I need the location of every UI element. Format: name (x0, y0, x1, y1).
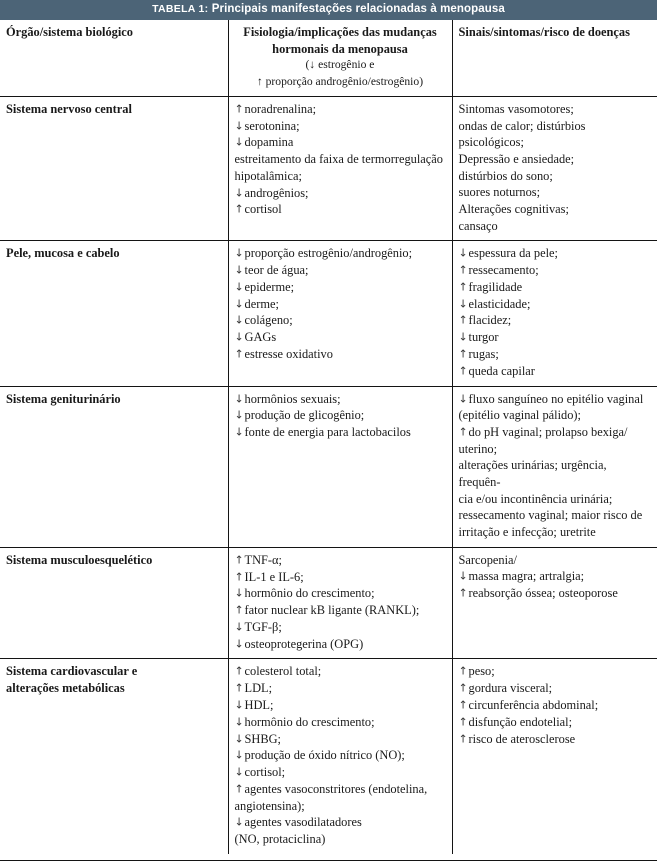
signs-cell-list (459, 245, 652, 379)
organ-system-label: Sistema geniturinário (6, 391, 121, 406)
signs-item-text: distúrbios do sono; (458, 168, 553, 183)
header-row (0, 20, 657, 96)
signs-item-text: ondas de calor; distúrbios psicológicos; (458, 118, 589, 150)
physiology-item-text: dopamina (244, 135, 294, 150)
physiology-item-text: teor de água; (244, 263, 309, 278)
physiology-item-text: agentes vasodilatadores (244, 815, 362, 830)
physiology-item-text: derme; (244, 296, 279, 311)
arrow-up-icon: ↑ (234, 202, 244, 216)
organ-system-cell (0, 96, 228, 240)
physiology-header-line1: Fisiologia/implicações das mudanças (243, 25, 437, 40)
signs-item (459, 441, 652, 458)
signs-item (459, 151, 652, 168)
signs-item (459, 262, 652, 279)
signs-cell (452, 241, 657, 386)
physiology-item (235, 764, 446, 781)
arrow-up-icon: ↑ (234, 347, 244, 361)
physiology-item-text: colágeno; (244, 313, 293, 328)
physiology-item (235, 245, 446, 262)
physiology-cell-list (235, 101, 446, 218)
table-number-label: TABELA 1: (152, 3, 209, 15)
arrow-down-icon: ↓ (234, 765, 244, 779)
arrow-up-icon: ↑ (234, 782, 244, 796)
organ-system-cell (0, 659, 228, 854)
signs-item-text: fluxo sanguíneo no epitélio vaginal (468, 391, 644, 406)
physiology-item (235, 262, 446, 279)
signs-item (459, 218, 652, 235)
signs-item-text: disfunção endotelial; (468, 714, 573, 729)
signs-item-text: gordura visceral; (468, 681, 553, 696)
signs-item-text: turgor (468, 330, 499, 345)
organ-system-label: Sistema cardiovascular e (6, 664, 138, 679)
table-body (0, 96, 657, 853)
physiology-item-text: hormônio do crescimento; (244, 586, 375, 601)
physiology-item-text: produção de glicogênio; (244, 408, 365, 423)
signs-item-text: cansaço (458, 218, 498, 233)
signs-item (459, 680, 652, 697)
physiology-item-text: (NO, protaciclina) (234, 832, 326, 847)
physiology-item (235, 296, 446, 313)
physiology-item-text: estresse oxidativo (244, 346, 333, 361)
signs-item-text: suores noturnos; (458, 185, 541, 200)
physiology-item (235, 714, 446, 731)
signs-item-text: Sintomas vasomotores; (458, 101, 574, 116)
physiology-item-text: agentes vasoconstritores (endotelina, (244, 781, 428, 796)
physiology-item-text: cortisol; (244, 765, 286, 780)
physiology-cell (228, 547, 452, 659)
arrow-down-icon: ↓ (234, 620, 244, 634)
arrow-down-icon: ↓ (234, 748, 244, 762)
arrow-up-icon: ↑ (458, 715, 468, 729)
arrow-up-icon: ↑ (234, 102, 244, 116)
signs-item (459, 552, 652, 569)
signs-item-text: espessura da pele; (468, 246, 558, 261)
physiology-item (235, 798, 446, 815)
arrow-down-icon: ↓ (234, 408, 244, 422)
table-row (0, 659, 657, 854)
signs-item (459, 296, 652, 313)
signs-item-text: fragilidade (468, 279, 523, 294)
physiology-item (235, 279, 446, 296)
table-row (0, 241, 657, 386)
data-table (0, 20, 657, 854)
signs-item (459, 731, 652, 748)
physiology-item-text: fonte de energia para lactobacilos (244, 425, 411, 440)
arrow-up-icon: ↑ (458, 313, 468, 327)
physiology-item-text: SHBG; (244, 731, 281, 746)
physiology-item-text: LDL; (244, 681, 273, 696)
physiology-item (235, 151, 446, 168)
arrow-down-icon: ↓ (234, 637, 244, 651)
organ-system-label: Pele, mucosa e cabelo (6, 246, 120, 261)
signs-item-text: rugas; (468, 346, 499, 361)
arrow-up-icon: ↑ (234, 681, 244, 695)
physiology-cell-list (235, 391, 446, 441)
physiology-cell-list (235, 663, 446, 847)
signs-item-text: uterino; (458, 441, 498, 456)
physiology-item (235, 424, 446, 441)
arrow-down-icon: ↓ (234, 425, 244, 439)
table-title-text: Principais manifestações relacionadas à menopausa (211, 3, 505, 15)
signs-item-text: elasticidade; (468, 296, 531, 311)
arrow-up-icon: ↑ (234, 603, 244, 617)
physiology-cell (228, 386, 452, 547)
signs-item (459, 201, 652, 218)
arrow-down-icon: ↓ (234, 732, 244, 746)
signs-item-text: do pH vaginal; prolapso bexiga/ (468, 424, 628, 439)
arrow-down-icon: ↓ (234, 392, 244, 405)
signs-item-text: queda capilar (468, 363, 535, 378)
signs-item (459, 663, 652, 680)
signs-item (459, 245, 652, 262)
signs-item (459, 279, 652, 296)
signs-item-text: Depressão e ansiedade; (458, 151, 575, 166)
signs-item (459, 714, 652, 731)
table-row (0, 547, 657, 659)
physiology-item-text: GAGs (244, 330, 277, 345)
physiology-cell (228, 96, 452, 240)
physiology-item-text: cortisol (244, 202, 282, 217)
physiology-item (235, 134, 446, 151)
arrow-down-icon: ↓ (458, 246, 468, 260)
physiology-header-sub2: ↑ proporção androgênio/estrogênio) (256, 74, 424, 88)
signs-item-text: ressecamento vaginal; maior risco de (458, 508, 643, 523)
organ-system-cell (0, 386, 228, 547)
physiology-item-text: proporção estrogênio/androgênio; (244, 246, 413, 261)
physiology-item (235, 101, 446, 118)
signs-item (459, 424, 652, 441)
signs-cell-list (459, 663, 652, 747)
signs-item-text: reabsorção óssea; osteoporose (468, 586, 618, 601)
physiology-header-sub1: (↓ estrogênio e (305, 58, 375, 72)
physiology-item-text: serotonina; (244, 118, 300, 133)
signs-cell-list (459, 391, 652, 541)
signs-item-text: peso; (468, 664, 495, 679)
signs-item (459, 391, 652, 408)
signs-item (459, 118, 652, 151)
physiology-item (235, 552, 446, 569)
physiology-item-text: angiotensina); (234, 798, 305, 813)
signs-item (459, 363, 652, 380)
organ-system-label-cont: alterações metabólicas (6, 681, 125, 696)
table-row (0, 96, 657, 240)
arrow-down-icon: ↓ (234, 698, 244, 712)
signs-item-text: circunferência abdominal; (468, 698, 599, 713)
physiology-item (235, 185, 446, 202)
physiology-item (235, 619, 446, 636)
arrow-down-icon: ↓ (234, 186, 244, 200)
signs-item-text: Alterações cognitivas; (458, 201, 569, 216)
physiology-item (235, 814, 446, 831)
arrow-down-icon: ↓ (234, 246, 244, 260)
signs-item (459, 407, 652, 424)
physiology-item-text: estreitamento da faixa de termorregulação (234, 152, 443, 167)
signs-item (459, 457, 652, 490)
arrow-down-icon: ↓ (458, 297, 468, 311)
physiology-item (235, 747, 446, 764)
signs-cell-list (459, 552, 652, 602)
signs-item-text: massa magra; artralgia; (468, 569, 585, 584)
signs-cell (452, 659, 657, 854)
signs-item (459, 507, 652, 524)
physiology-item (235, 636, 446, 653)
physiology-header-line2: hormonais da menopausa (272, 41, 408, 56)
signs-item-text: ressecamento; (468, 263, 539, 278)
arrow-up-icon: ↑ (234, 553, 244, 567)
arrow-down-icon: ↓ (234, 330, 244, 344)
signs-item-text: Sarcopenia/ (458, 552, 517, 567)
signs-item-text: irritação e infecção; uretrite (458, 525, 596, 540)
arrow-down-icon: ↓ (458, 569, 468, 583)
column-header-signs: Sinais/sintomas/risco de doenças (452, 20, 657, 96)
arrow-down-icon: ↓ (234, 297, 244, 311)
physiology-cell-list (235, 552, 446, 653)
organ-system-cell (0, 547, 228, 659)
physiology-item (235, 602, 446, 619)
signs-item (459, 568, 652, 585)
physiology-item (235, 312, 446, 329)
physiology-item (235, 168, 446, 185)
signs-item (459, 312, 652, 329)
arrow-down-icon: ↓ (234, 586, 244, 600)
physiology-item-text: fator nuclear kB ligante (RANKL); (244, 603, 420, 618)
physiology-item-text: TGF-β; (244, 619, 282, 634)
physiology-item-text: hormônios sexuais; (244, 391, 341, 406)
arrow-down-icon: ↓ (234, 815, 244, 829)
signs-item (459, 585, 652, 602)
organ-system-label: Sistema nervoso central (6, 101, 132, 116)
physiology-item-text: hormônio do crescimento; (244, 714, 375, 729)
physiology-cell (228, 241, 452, 386)
table-row (0, 386, 657, 547)
signs-item-text: alterações urinárias; urgência, frequên- (458, 458, 610, 490)
arrow-down-icon: ↓ (458, 392, 468, 405)
arrow-down-icon: ↓ (458, 330, 468, 344)
physiology-item (235, 569, 446, 586)
physiology-item-text: IL-1 e IL-6; (244, 569, 304, 584)
physiology-item-text: androgênios; (244, 185, 309, 200)
physiology-item (235, 680, 446, 697)
arrow-up-icon: ↑ (458, 364, 468, 378)
signs-cell (452, 386, 657, 547)
organ-system-cell (0, 241, 228, 386)
organ-system-label: Sistema musculoesquelético (6, 552, 153, 567)
arrow-up-icon: ↑ (234, 664, 244, 678)
physiology-item-text: epiderme; (244, 279, 295, 294)
physiology-item (235, 585, 446, 602)
arrow-up-icon: ↑ (458, 698, 468, 712)
physiology-item (235, 329, 446, 346)
arrow-up-icon: ↑ (458, 347, 468, 361)
signs-item (459, 697, 652, 714)
physiology-item (235, 201, 446, 218)
arrow-up-icon: ↑ (458, 263, 468, 277)
physiology-item-text: produção de óxido nítrico (NO); (244, 748, 405, 763)
signs-cell (452, 547, 657, 659)
signs-item (459, 346, 652, 363)
physiology-item (235, 663, 446, 680)
signs-item-text: risco de aterosclerose (468, 731, 576, 746)
arrow-down-icon: ↓ (234, 119, 244, 133)
signs-item (459, 524, 652, 541)
signs-item (459, 184, 652, 201)
signs-item-text: cia e/ou incontinência urinária; (458, 491, 613, 506)
signs-item-text: (epitélio vaginal pálido); (458, 408, 581, 423)
arrow-down-icon: ↓ (234, 280, 244, 294)
arrow-down-icon: ↓ (234, 313, 244, 327)
signs-item (459, 168, 652, 185)
signs-item (459, 101, 652, 118)
signs-item-text: flacidez; (468, 313, 512, 328)
arrow-up-icon: ↑ (458, 681, 468, 695)
arrow-down-icon: ↓ (234, 135, 244, 149)
physiology-item-text: TNF-α; (244, 552, 282, 567)
arrow-up-icon: ↑ (458, 664, 468, 678)
physiology-item-text: colesterol total; (244, 664, 322, 679)
signs-item (459, 329, 652, 346)
column-header-physiology (228, 20, 452, 96)
arrow-up-icon: ↑ (234, 570, 244, 584)
arrow-up-icon: ↑ (458, 280, 468, 294)
arrow-down-icon: ↓ (234, 263, 244, 277)
column-header-organ: Órgão/sistema biológico (0, 20, 228, 96)
physiology-item (235, 118, 446, 135)
table-caption-bar (0, 0, 657, 20)
arrow-up-icon: ↑ (458, 732, 468, 746)
physiology-item (235, 407, 446, 424)
physiology-item (235, 731, 446, 748)
physiology-item (235, 781, 446, 798)
physiology-item-text: HDL; (244, 698, 274, 713)
physiology-item (235, 391, 446, 408)
signs-cell-list (459, 101, 652, 234)
physiology-cell-list (235, 245, 446, 362)
signs-item (459, 491, 652, 508)
physiology-item (235, 346, 446, 363)
physiology-item (235, 831, 446, 848)
signs-cell (452, 96, 657, 240)
arrow-up-icon: ↑ (458, 586, 468, 600)
table-head (0, 20, 657, 96)
physiology-item (235, 697, 446, 714)
arrow-down-icon: ↓ (234, 715, 244, 729)
physiology-item-text: osteoprotegerina (OPG) (244, 636, 364, 651)
physiology-item-text: noradrenalina; (244, 101, 317, 116)
physiology-cell (228, 659, 452, 854)
arrow-up-icon: ↑ (458, 425, 468, 439)
physiology-item-text: hipotalâmica; (234, 168, 302, 183)
